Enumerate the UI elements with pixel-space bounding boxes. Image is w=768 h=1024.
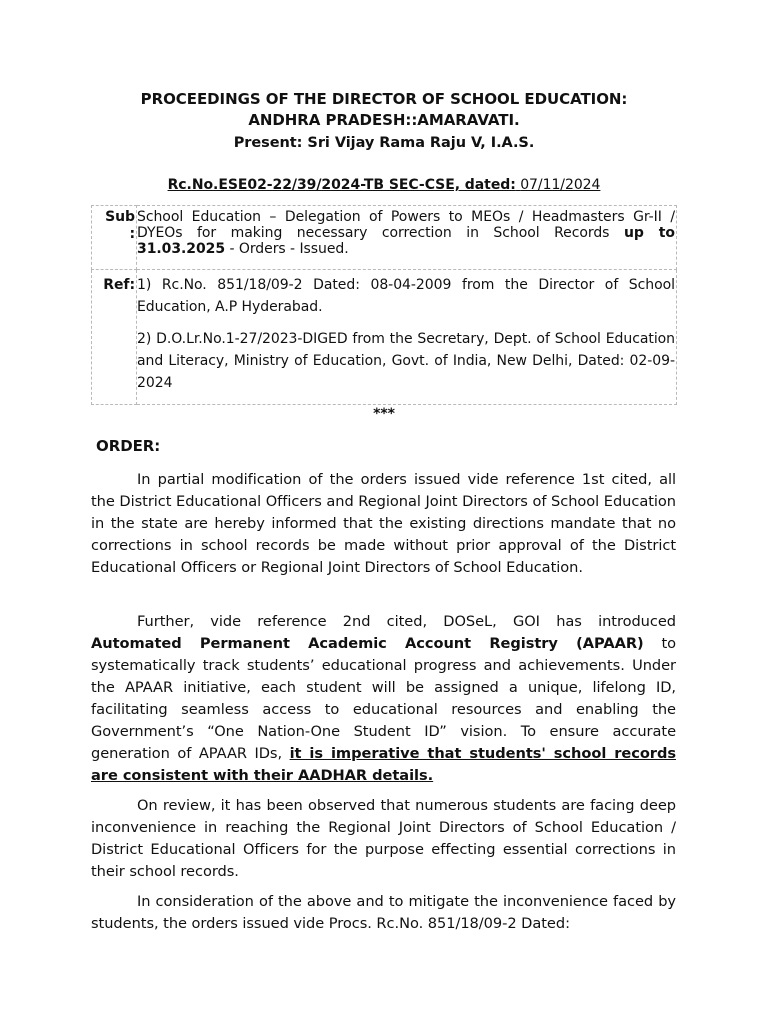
subject-row <box>92 206 677 270</box>
rc-date: 07/11/2024 <box>520 177 601 193</box>
subject-reference-table <box>91 205 677 405</box>
reference-row <box>92 270 677 405</box>
paragraph-1: In partial modification of the orders issued vide reference 1st cited, all the District Educational Officers and Regional Joint Directors of School Education in the state are hereby informed that the existing directions mandate that no corrections in school records be made without prior approval of the District Educational Officers or Regional Joint Directors of School Education. <box>91 471 676 576</box>
imperative-statement: it is imperative that students' school records are consistent with their AADHAR details. <box>91 745 676 784</box>
subject-label: Sub : <box>105 209 135 242</box>
apaar-term: Automated Permanent Academic Account Registry (APAAR) <box>91 635 644 652</box>
header-line-2: ANDHRA PRADESH::AMARAVATI. <box>248 111 520 129</box>
reference-item-2: 2) D.O.Lr.No.1-27/2023-DIGED from the Secretary, Dept. of School Education and Literacy, Ministry of Education, Govt. of India, New Delhi, Dated: 02-09-2024 <box>137 331 675 391</box>
paragraph-2: Further, vide reference 2nd cited, DOSeL, GOI has introduced Automated Permanent Academic Account Registry (APAAR) to systematically track students’ educational progress and achievements. Under the APAAR initiative, each student will be assigned a unique, lifelong ID, facilitating seamless access to educational resources and enabling the Government’s “One Nation-One Student ID” vision. To ensure accurate generation of APAAR IDs, it is imperative that students' school records are consistent with their AADHAR details. <box>91 613 676 784</box>
paragraph-4: In consideration of the above and to mitigate the inconvenience faced by students, the orders issued vide Procs. Rc.No. 851/18/09-2 Dated: <box>91 893 676 932</box>
paragraph-3: On review, it has been observed that numerous students are facing deep inconvenience in reaching the Regional Joint Directors of School Education / District Educational Officers for the purpose effecting essential corrections in their school records. <box>91 797 676 880</box>
separator: *** <box>373 406 395 422</box>
order-heading: ORDER: <box>96 437 161 455</box>
rc-number: Rc.No.ESE02-22/39/2024-TB SEC-CSE, dated: <box>167 177 516 193</box>
subject-text: School Education – Delegation of Powers to MEOs / Headmasters Gr-II / DYEOs for making necessary correction in School Records up to 31.03.2025 - Orders - Issued. <box>137 209 675 257</box>
reference-item-1: 1) Rc.No. 851/18/09-2 Dated: 08-04-2009 from the Director of School Education, A.P Hyderabad. <box>137 277 675 315</box>
presenter-line: Present: Sri Vijay Rama Raju V, I.A.S. <box>233 135 535 151</box>
reference-label: Ref: <box>103 277 135 293</box>
reference-number-line <box>0 177 768 193</box>
header-line-1: PROCEEDINGS OF THE DIRECTOR OF SCHOOL EDUCATION: <box>140 90 628 108</box>
